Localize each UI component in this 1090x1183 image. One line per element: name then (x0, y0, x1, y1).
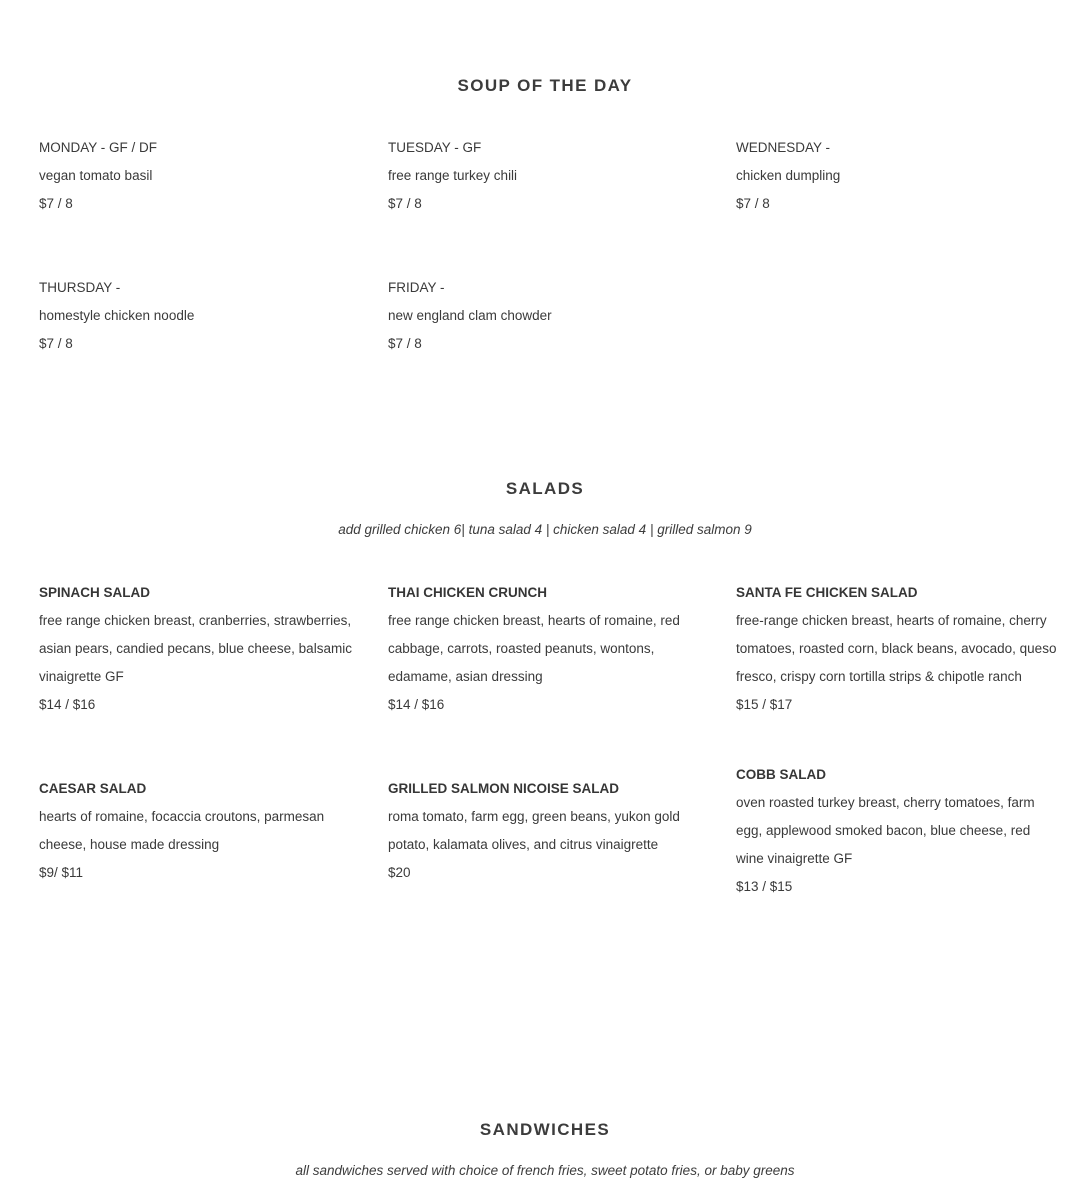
salad-item-desc: oven roasted turkey breast, cherry tomatoes, farm egg, applewood smoked bacon, blue cheese, red wine vinaigrette GF (736, 795, 1035, 866)
soup-item-desc: vegan tomato basil (39, 168, 153, 183)
salad-item-price: $15 / $17 (736, 697, 793, 712)
soup-item-wednesday (736, 134, 1058, 218)
salad-item-name: SPINACH SALAD (39, 585, 151, 600)
soup-item-tuesday (388, 134, 710, 218)
soup-item-price: $7 / 8 (39, 196, 73, 211)
soup-item-price: $7 / 8 (736, 196, 770, 211)
salad-item-price: $14 / $16 (388, 697, 445, 712)
salad-item-name: THAI CHICKEN CRUNCH (388, 585, 547, 600)
soup-item-price: $7 / 8 (388, 196, 422, 211)
salad-item-price: $14 / $16 (39, 697, 96, 712)
soup-item-thursday (39, 274, 361, 358)
salad-item-name: GRILLED SALMON NICOISE SALAD (388, 781, 620, 796)
soup-item-name: THURSDAY - (39, 280, 121, 295)
soup-item-price: $7 / 8 (39, 336, 73, 351)
salad-item-desc: free range chicken breast, cranberries, strawberries, asian pears, candied pecans, blue cheese, balsamic vinaigrette GF (39, 613, 352, 684)
salad-item-desc: hearts of romaine, focaccia croutons, parmesan cheese, house made dressing (39, 809, 325, 852)
soup-item-desc: chicken dumpling (736, 168, 841, 183)
soup-item-price: $7 / 8 (388, 336, 422, 351)
salad-item-name: SANTA FE CHICKEN SALAD (736, 585, 918, 600)
soup-item-friday (388, 274, 710, 358)
salads-section-title: SALADS (505, 479, 585, 498)
salad-item-spinach (39, 579, 361, 719)
salad-item-grilled-salmon-nicoise (388, 775, 710, 887)
salad-item-desc: free-range chicken breast, hearts of romaine, cherry tomatoes, roasted corn, black beans, avocado, queso fresco, crispy corn tortilla strips & chipotle ranch (736, 613, 1057, 684)
salad-item-santa-fe-chicken (736, 579, 1058, 719)
sandwiches-sides-note: all sandwiches served with choice of french fries, sweet potato fries, or baby greens (295, 1163, 795, 1178)
soup-item-desc: homestyle chicken noodle (39, 308, 195, 323)
salad-item-price: $9/ $11 (39, 865, 84, 880)
soup-item-desc: new england clam chowder (388, 308, 552, 323)
soup-item-name: WEDNESDAY - (736, 140, 831, 155)
sandwiches-section-title: SANDWICHES (479, 1120, 611, 1139)
salad-item-name: COBB SALAD (736, 767, 826, 782)
salad-item-price: $13 / $15 (736, 879, 793, 894)
salad-item-price: $20 (388, 865, 411, 880)
salad-item-caesar (39, 775, 361, 887)
salad-item-cobb (736, 761, 1058, 901)
soup-item-monday (39, 134, 361, 218)
soup-section-title: SOUP OF THE DAY (457, 76, 633, 95)
salad-item-desc: free range chicken breast, hearts of romaine, red cabbage, carrots, roasted peanuts, wontons, edamame, asian dressing (388, 613, 680, 684)
salad-item-name: CAESAR SALAD (39, 781, 147, 796)
salads-addons-note: add grilled chicken 6| tuna salad 4 | chicken salad 4 | grilled salmon 9 (338, 522, 752, 537)
soup-item-name: MONDAY - GF / DF (39, 140, 157, 155)
salad-item-desc: roma tomato, farm egg, green beans, yukon gold potato, kalamata olives, and citrus vinaigrette (388, 809, 680, 852)
soup-item-name: FRIDAY - (388, 280, 445, 295)
soup-item-name: TUESDAY - GF (388, 140, 482, 155)
soup-item-desc: free range turkey chili (388, 168, 518, 183)
salad-item-thai-chicken-crunch (388, 579, 710, 719)
